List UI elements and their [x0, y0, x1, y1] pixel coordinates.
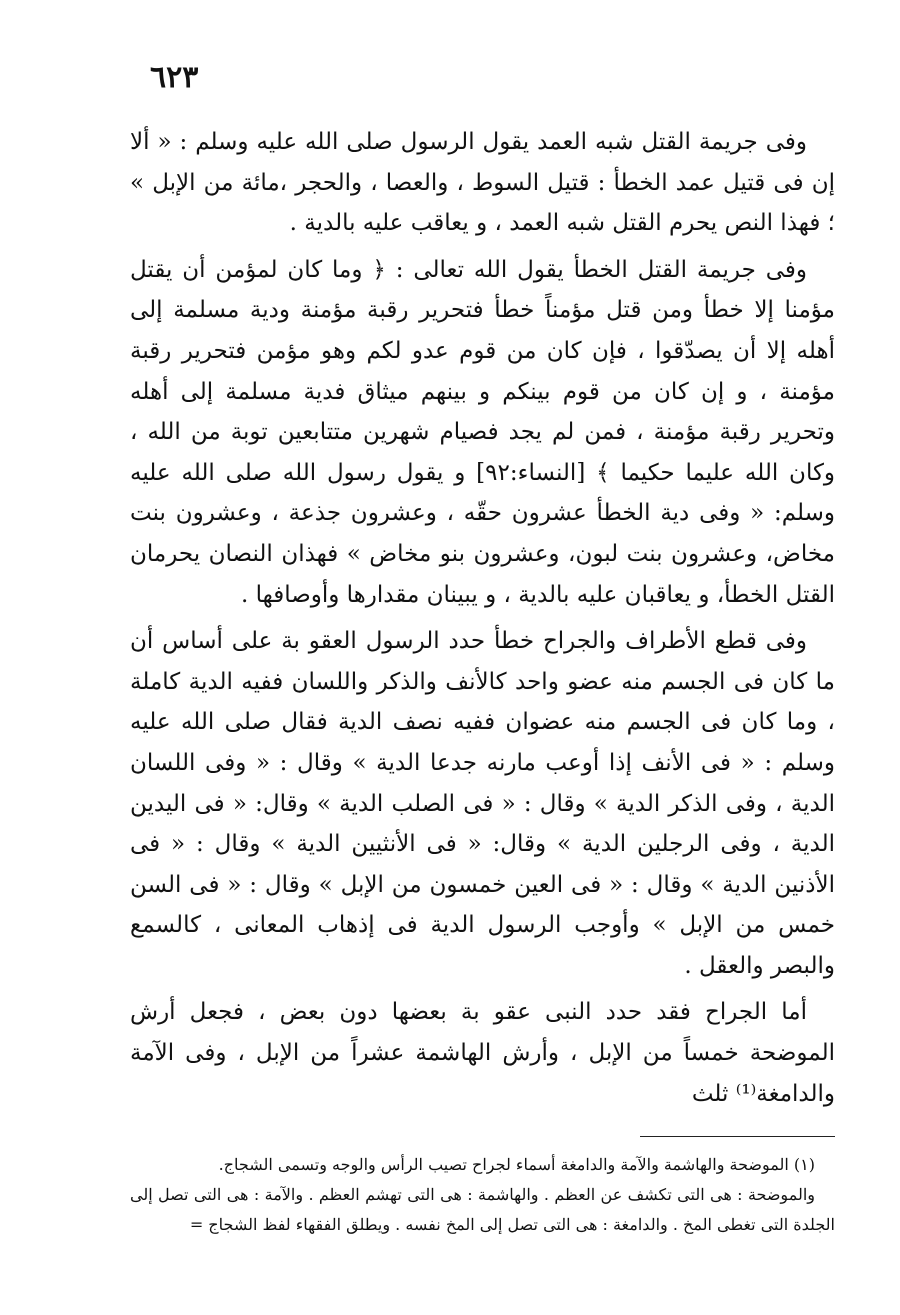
footnote-1-continued: والموضحة : هى التى تكشف عن العظم . والهاشمة : هى التى تهشم العظم . والآمة : هى التى تصل إلى الجلدة التى تغطى المخ . والدامغة : هى التى تصل إلى المخ نفسه . ويطلق الفقهاء لفظ الشجاج = [130, 1185, 835, 1234]
paragraph-limbs-and-wounds: وفى قطع الأطراف والجراح خطأ حدد الرسول العقو بة على أساس أن ما كان فى الجسم منه عضو واحد كالأنف والذكر واللسان ففيه الدية كاملة ، وما كان فى الجسم منه عضوان ففيه نصف الدية فقال صلى الله عليه وسلم : « فى الأنف إذا أوعب مارنه جدعا الدية » وقال : « وفى اللسان الدية ، وفى الذكر الدية » وقال : « فى الصلب الدية » وقال: « فى اليدين الدية ، وفى الرجلين الدية » وقال: « فى الأنثيين الدية » وقال : « فى الأذنين الدية » وقال : « فى العين خمسون من الإبل » وقال : « فى السن خمس من الإبل » وأوجب الرسول الدية فى إذهاب المعانى ، كالسمع والبصر والعقل . [130, 628, 835, 979]
footnotes [130, 1150, 835, 1240]
paragraph-quasi-intentional-killing: وفى جريمة القتل شبه العمد يقول الرسول صلى الله عليه وسلم : « ألا إن فى قتيل عمد الخطأ : قتيل السوط ، والعصا ، والحجر ،مائة من الإبل » ؛ فهذا النص يحرم القتل شبه العمد ، و يعاقب عليه بالدية . [130, 129, 835, 237]
footnote-1: (١) الموضحة والهاشمة والآمة والدامغة أسماء لجراح تصيب الرأس والوجه وتسمى الشجاج. [218, 1155, 815, 1174]
main-text [130, 122, 835, 1120]
footnote-divider [640, 1136, 835, 1137]
page-number: ٦٢٣ [150, 60, 199, 95]
paragraph-wounds-compensation: أما الجراح فقد حدد النبى عقو بة بعضها دون بعض ، فجعل أرش الموضحة خمساً من الإبل ، وأرش الهاشمة عشراً من الإبل ، وفى الآمة والدامغة⁽¹⁾ ثلث [130, 999, 835, 1107]
paragraph-accidental-killing: وفى جريمة القتل الخطأ يقول الله تعالى : ﴿ وما كان لمؤمن أن يقتل مؤمنا إلا خطأ ومن قتل مؤمناً خطأ فتحرير رقبة مؤمنة ودية مسلمة إلى أهله إلا أن يصدّقوا ، فإن كان من قوم عدو لكم وهو مؤمن فتحرير رقبة مؤمنة ، و إن كان من قوم بينكم و بينهم ميثاق فدية مسلمة إلى أهله وتحرير رقبة مؤمنة ، فمن لم يجد فصيام شهرين متتابعين توبة من الله ، وكان الله عليما حكيما ﴾ [النساء:٩٢] و يقول رسول الله صلى الله عليه وسلم: « وفى دية الخطأ عشرون حقّه ، وعشرون جذعة ، وعشرون بنت مخاض، وعشرون بنت لبون، وعشرون بنو مخاض » فهذان النصان يحرمان القتل الخطأ، و يعاقبان عليه بالدية ، و يبينان مقدارها وأوصافها . [130, 256, 836, 608]
